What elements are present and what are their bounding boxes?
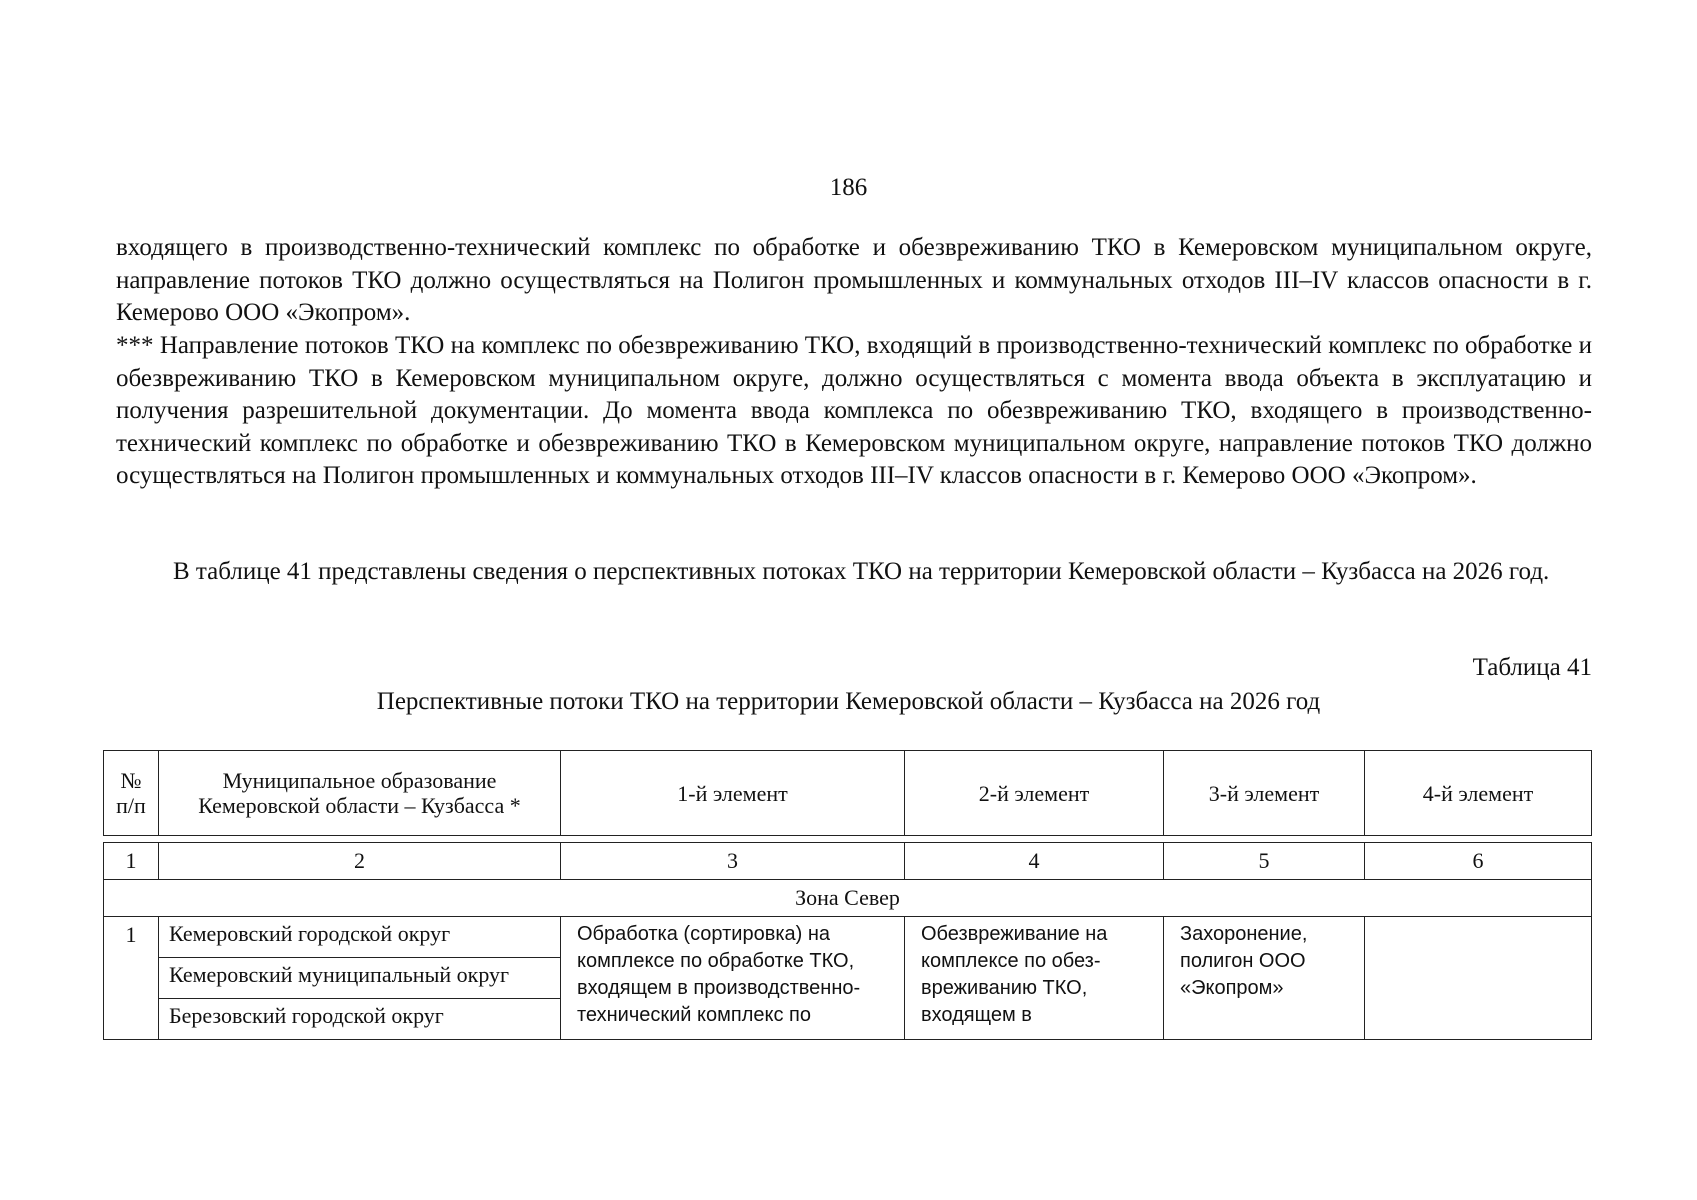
municipality-name: Березовский городской округ	[169, 1003, 444, 1028]
column-number: 4	[905, 843, 1164, 880]
header-element-4: 4-й элемент	[1365, 751, 1592, 836]
header-element-3: 3-й элемент	[1164, 751, 1365, 836]
element-3-text: Захоронение, полигон ООО «Экопром»	[1180, 923, 1308, 999]
municipality-name: Кемеровский городской округ	[159, 917, 560, 958]
header-municipality: Муниципальное образование Кемеровской области – Кузбасса *	[159, 751, 561, 836]
zone-label: Зона Север	[104, 880, 1592, 917]
intro-paragraph: В таблице 41 представлены сведения о перспективных потоках ТКО на территории Кемеровской области – Кузбасса на 2026 год.	[173, 558, 1550, 585]
table-header	[103, 750, 1592, 836]
element-1-cell	[561, 917, 905, 1040]
element-2-text: Обезвреживание на комплексе по обез-вреживанию ТКО, входящем в	[921, 923, 1108, 1026]
column-number: 5	[1164, 843, 1365, 880]
element-1-text: Обработка (сортировка) на комплексе по обработке ТКО, входящем в производственно-технический комплекс по	[577, 923, 861, 1026]
row-index: 1	[104, 917, 159, 1040]
column-number: 3	[561, 843, 905, 880]
column-number: 6	[1365, 843, 1592, 880]
table-number-label: Таблица 41	[1472, 654, 1592, 681]
element-2-cell	[905, 917, 1164, 1040]
table-row	[104, 917, 1592, 1040]
table-body	[103, 842, 1592, 1040]
column-number: 2	[159, 843, 561, 880]
header-row	[104, 751, 1592, 836]
municipality-name: Кемеровский муниципальный округ	[159, 958, 560, 999]
table-title: Перспективные потоки ТКО на территории Кемеровской области – Кузбасса на 2026 год	[376, 688, 1321, 715]
page-number: 186	[829, 174, 868, 201]
footnote-paragraph: *** Направление потоков ТКО на комплекс по обезвреживанию ТКО, входящий в производственно-технический комплекс по обработке и обезвреживанию ТКО в Кемеровском муниципальном округе, должно осуществляться с момента ввода объекта в эксплуатацию и получения разрешительной документации. До момента ввода комплекса по обезвреживанию ТКО, входящего в производственно-технический комплекс по обработке и обезвреживанию ТКО в Кемеровском муниципальном округе, направление потоков ТКО должно осуществляться на Полигон промышленных и коммунальных отходов III–IV классов опасности в г. Кемерово ООО «Экопром».	[116, 332, 1592, 489]
header-element-1: 1-й элемент	[561, 751, 905, 836]
column-numbers-row	[104, 843, 1592, 880]
column-number: 1	[104, 843, 159, 880]
element-3-cell	[1164, 917, 1365, 1040]
zone-row	[104, 880, 1592, 917]
element-4-cell	[1365, 917, 1592, 1040]
header-element-2: 2-й элемент	[905, 751, 1164, 836]
header-num: № п/п	[104, 751, 159, 836]
municipality-cell	[159, 917, 561, 1040]
paragraph-continuation: входящего в производственно-технический комплекс по обработке и обезвреживанию ТКО в Кемеровском муниципальном округе, направление потоков ТКО должно осуществляться на Полигон промышленных и коммунальных отходов III–IV классов опасности в г. Кемерово ООО «Экопром».	[116, 234, 1592, 326]
element-4-text	[1371, 917, 1585, 927]
